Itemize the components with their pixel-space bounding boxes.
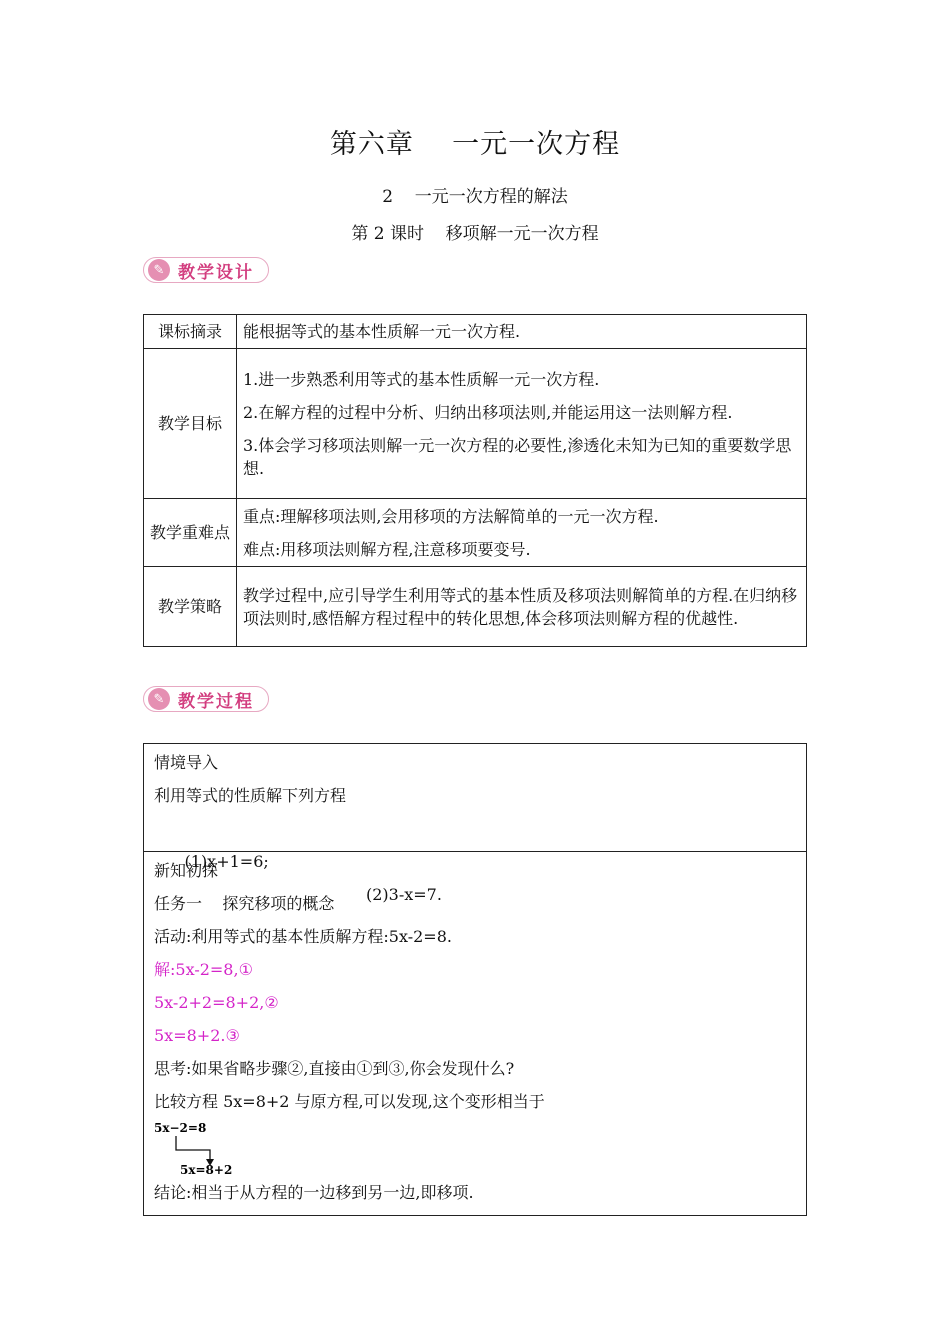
- transposition-diagram: [154, 1118, 796, 1176]
- diagram-bottom-label: 5x=8+2: [180, 1163, 233, 1176]
- row-text: 1.进一步熟悉利用等式的基本性质解一元一次方程.: [243, 369, 600, 389]
- design-badge: [143, 255, 269, 285]
- design-table: [143, 314, 807, 647]
- new-knowledge-section: [144, 851, 806, 1215]
- process-box: [143, 743, 807, 1216]
- table-row: [144, 349, 807, 499]
- process-badge: [143, 684, 269, 714]
- new-knowledge-title: 新知初探: [154, 861, 219, 880]
- table-row: [144, 315, 807, 349]
- lesson-title: 第 2 课时 移项解一元一次方程: [351, 224, 599, 244]
- solution-step-1: 解:5x-2=8,①: [154, 960, 253, 979]
- row-label: 课标摘录: [144, 315, 237, 349]
- activity-text: 活动:利用等式的基本性质解方程:5x-2=8.: [154, 927, 452, 946]
- row-content: [237, 315, 807, 349]
- row-label: 教学策略: [144, 567, 237, 647]
- row-content: [237, 349, 807, 499]
- compare-text: 比较方程 5x=8+2 与原方程,可以发现,这个变形相当于: [154, 1092, 545, 1111]
- row-content: [237, 567, 807, 647]
- task-title: 任务一 探究移项的概念: [154, 894, 335, 913]
- transposition-arrow-icon: [154, 1118, 274, 1176]
- row-text: 重点:理解移项法则,会用移项的方法解简单的一元一次方程.: [243, 506, 659, 526]
- diagram-top-label: 5x−2=8: [154, 1121, 207, 1135]
- intro-title: 情境导入: [154, 753, 219, 772]
- process-badge-label: 教学过程: [178, 691, 254, 712]
- think-text: 思考:如果省略步骤②,直接由①到③,你会发现什么?: [154, 1059, 515, 1078]
- row-label: 教学目标: [144, 349, 237, 499]
- equation-2: (2)3-x=7.: [366, 885, 442, 904]
- row-text: 难点:用移项法则解方程,注意移项要变号.: [243, 539, 531, 559]
- row-text: 2.在解方程的过程中分析、归纳出移项法则,并能运用这一法则解方程.: [243, 402, 733, 422]
- table-row: [144, 567, 807, 647]
- row-content: [237, 499, 807, 567]
- solution-step-2: 5x-2+2=8+2,②: [154, 993, 279, 1012]
- row-text: 3.体会学习移项法则解一元一次方程的必要性,渗透化未知为已知的重要数学思想.: [243, 435, 792, 478]
- badge-icon: ✎: [148, 259, 170, 281]
- section-title: 2 一元一次方程的解法: [382, 187, 568, 207]
- intro-text: 利用等式的性质解下列方程: [154, 786, 347, 805]
- solution-step-3: 5x=8+2.③: [154, 1026, 240, 1045]
- table-row: [144, 499, 807, 567]
- design-badge-label: 教学设计: [178, 262, 254, 283]
- row-label: 教学重难点: [144, 499, 237, 567]
- chapter-title: 第六章 一元一次方程: [329, 129, 621, 160]
- conclusion-text: 结论:相当于从方程的一边移到另一边,即移项.: [154, 1183, 474, 1202]
- badge-icon: ✎: [148, 688, 170, 710]
- equation-1: (1)x+1=6;: [184, 852, 269, 871]
- row-text: 能根据等式的基本性质解一元一次方程.: [243, 322, 521, 341]
- row-text: 教学过程中,应引导学生利用等式的基本性质及移项法则解简单的方程.在归纳移项法则时,感悟解方程过程中的转化思想,体会移项法则解方程的优越性.: [243, 585, 798, 628]
